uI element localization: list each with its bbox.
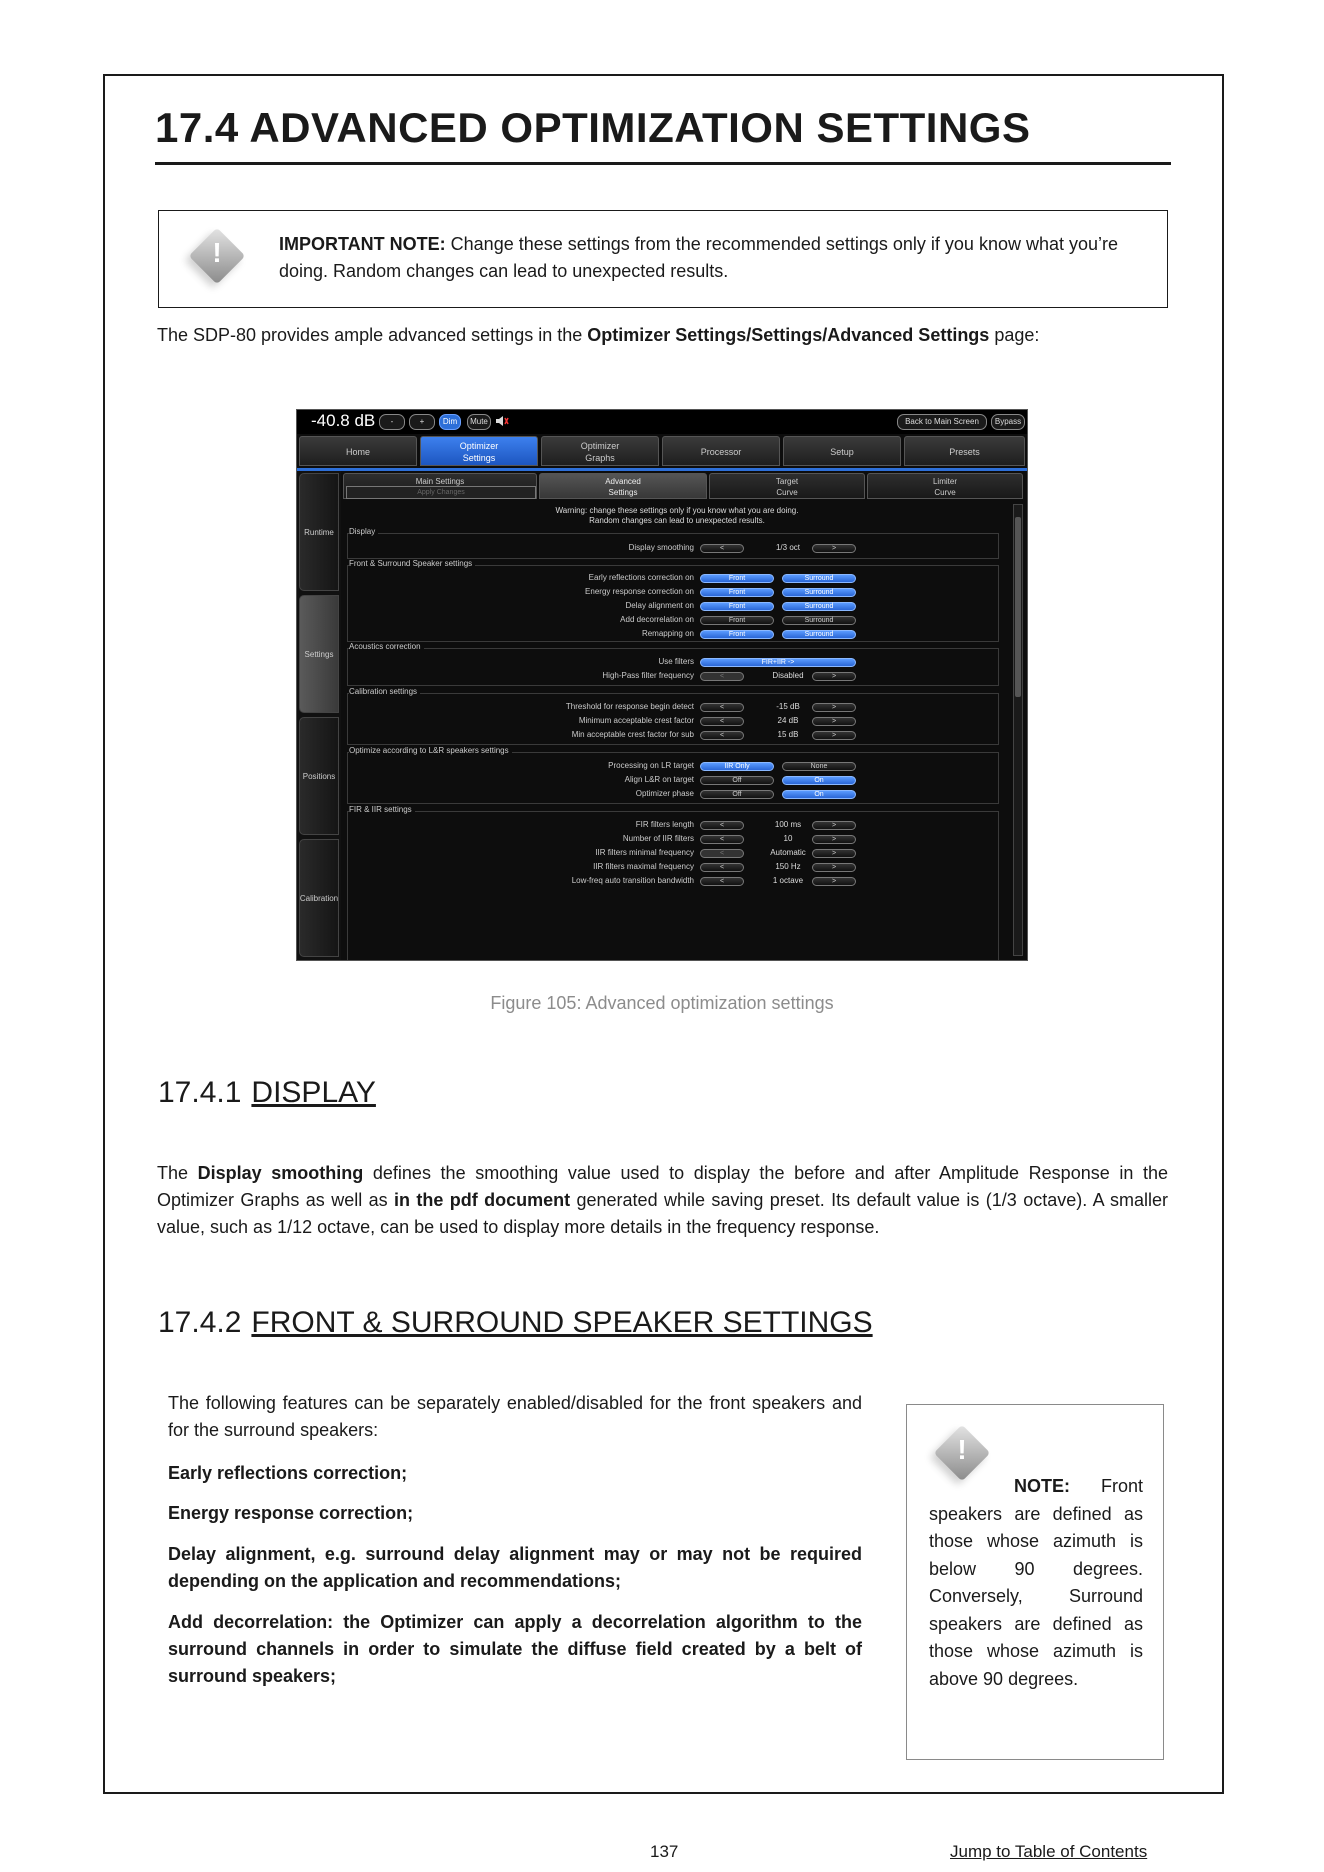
- main-tab-bar: [297, 434, 1027, 471]
- intro-path: Optimizer Settings/Settings/Advanced Settings: [587, 325, 990, 345]
- speaker-section-title: FRONT & SURROUND SPEAKER SETTINGS: [251, 1306, 873, 1339]
- side-tab-settings[interactable]: Settings: [299, 595, 339, 713]
- early-reflections-front-toggle[interactable]: Front: [700, 574, 774, 583]
- speaker-note-box: [906, 1404, 1164, 1760]
- speaker-mute-icon: [495, 414, 509, 428]
- tab-presets[interactable]: Presets: [904, 436, 1025, 466]
- align-lr-row: [348, 773, 1000, 787]
- display-smoothing-label: Display smoothing: [628, 543, 694, 552]
- display-p1: The: [157, 1163, 198, 1183]
- fir-iir-settings-group: [347, 805, 999, 961]
- tab-optimizer-settings[interactable]: Optimizer Settings: [420, 436, 538, 466]
- apply-changes-button[interactable]: Apply Changes: [346, 486, 536, 499]
- crest-factor-value: 24 dB: [777, 716, 799, 725]
- crest-factor-label: Minimum acceptable crest factor: [578, 716, 694, 725]
- crest-factor-sub-row: [348, 728, 1000, 742]
- optimizer-phase-row: [348, 787, 1000, 801]
- list-item: Add decorrelation: the Optimizer can apply a decorrelation algorithm to the surround channels in order to simulate the diffuse field created by a belt of surround speakers;: [168, 1612, 862, 1686]
- optimizer-phase-on-option[interactable]: On: [782, 790, 856, 799]
- iir-min-freq-row: [348, 846, 1000, 860]
- display-group: [347, 527, 999, 559]
- acoustics-group-title: Acoustics correction: [349, 642, 424, 651]
- side-tab-positions[interactable]: Positions: [299, 717, 339, 835]
- align-lr-label: Align L&R on target: [624, 775, 694, 784]
- display-p2: defines the smoothing value used to display the before and after Amplitude Response in the Optimizer Graphs as well as: [157, 1163, 1168, 1210]
- highpass-label: High-Pass filter frequency: [602, 671, 694, 680]
- fir-length-decrease[interactable]: <: [700, 821, 744, 830]
- remapping-label: Remapping on: [641, 629, 694, 638]
- display-smoothing-increase[interactable]: >: [812, 544, 856, 553]
- intro-paragraph: [157, 322, 1177, 349]
- crest-factor-sub-value: 15 dB: [777, 730, 799, 739]
- add-decorrelation-row: [348, 613, 1000, 627]
- early-reflections-row: [348, 571, 1000, 585]
- side-tab-calibration[interactable]: Calibration: [299, 839, 339, 957]
- add-decorrelation-front-toggle[interactable]: Front: [700, 616, 774, 625]
- delay-alignment-surround-toggle[interactable]: Surround: [782, 602, 856, 611]
- crest-factor-sub-label: Min acceptable crest factor for sub: [571, 730, 694, 739]
- iir-max-freq-label: IIR filters maximal frequency: [593, 862, 694, 871]
- fir-length-value: 100 ms: [774, 820, 802, 829]
- threshold-label: Threshold for response begin detect: [565, 702, 694, 711]
- early-reflections-surround-toggle[interactable]: Surround: [782, 574, 856, 583]
- list-item: Early reflections correction;: [168, 1463, 408, 1483]
- delay-alignment-front-toggle[interactable]: Front: [700, 602, 774, 611]
- highpass-decrease[interactable]: <: [700, 672, 744, 681]
- fir-length-row: [348, 818, 1000, 832]
- threshold-increase[interactable]: >: [812, 703, 856, 712]
- side-tab-bar: [297, 471, 341, 960]
- transition-bandwidth-row: [348, 874, 1000, 888]
- display-section-title: DISPLAY: [251, 1076, 376, 1109]
- crest-factor-row: [348, 714, 1000, 728]
- acoustics-correction-group: [347, 642, 999, 686]
- iir-max-freq-decrease[interactable]: <: [700, 863, 744, 872]
- list-item: Delay alignment, e.g. surround delay alignment may or may not be required depending on the application and recommendations;: [168, 1544, 862, 1591]
- display-b1: Display smoothing: [197, 1163, 364, 1183]
- display-group-title: Display: [349, 527, 378, 536]
- use-filters-label: Use filters: [658, 657, 694, 666]
- toc-link[interactable]: Jump to Table of Contents: [950, 1842, 1148, 1861]
- advanced-settings-panel: [343, 502, 1011, 960]
- use-filters-row: [348, 655, 1000, 669]
- warning-line-1: Warning: change these settings only if you know what you are doing.: [555, 506, 799, 515]
- crest-factor-sub-increase[interactable]: >: [812, 731, 856, 740]
- iir-count-value: 10: [783, 834, 793, 843]
- display-smoothing-value: 1/3 oct: [775, 543, 800, 552]
- side-tab-runtime[interactable]: Runtime: [299, 473, 339, 591]
- delay-alignment-label: Delay alignment on: [625, 601, 694, 610]
- transition-bandwidth-increase[interactable]: >: [812, 877, 856, 886]
- tab-optimizer-graphs[interactable]: Optimizer Graphs: [541, 436, 659, 466]
- iir-min-freq-label: IIR filters minimal frequency: [595, 848, 694, 857]
- energy-response-surround-toggle[interactable]: Surround: [782, 588, 856, 597]
- display-section-number: 17.4.1: [158, 1076, 242, 1109]
- crest-factor-increase[interactable]: >: [812, 717, 856, 726]
- highpass-value: Disabled: [772, 671, 804, 680]
- speaker-note-body: Front speakers are defined as those whose azimuth is below 90 degrees. Conversely, Surround speakers are defined as those whose azimuth is above 90 degrees.: [929, 1476, 1143, 1689]
- subtab-main-settings[interactable]: [343, 473, 537, 499]
- warning-line-2: Random changes can lead to unexpected results.: [589, 516, 765, 525]
- processing-iir-only-option[interactable]: IIR Only: [700, 762, 774, 771]
- optimizer-phase-off-option[interactable]: Off: [700, 790, 774, 799]
- volume-down-button[interactable]: -: [379, 414, 405, 430]
- threshold-value: -15 dB: [776, 702, 800, 711]
- processing-lr-label: Processing on LR target: [608, 761, 694, 770]
- display-paragraph: [157, 1160, 1168, 1241]
- back-to-main-button[interactable]: Back to Main Screen: [897, 414, 987, 430]
- highpass-row: [348, 669, 1000, 683]
- tab-setup[interactable]: Setup: [783, 436, 901, 466]
- iir-max-freq-value: 150 Hz: [775, 862, 801, 871]
- volume-up-button[interactable]: +: [409, 414, 435, 430]
- speaker-note-text: [929, 1473, 1143, 1693]
- remapping-front-toggle[interactable]: Front: [700, 630, 774, 639]
- list-item: Energy response correction;: [168, 1503, 414, 1523]
- exclamation-mark-icon: !: [212, 237, 222, 268]
- tab-home[interactable]: Home: [299, 436, 417, 466]
- speaker-note-label: NOTE:: [1014, 1476, 1070, 1496]
- threshold-row: [348, 700, 1000, 714]
- remapping-surround-toggle[interactable]: Surround: [782, 630, 856, 639]
- sub-tab-bar: [343, 473, 1027, 501]
- display-smoothing-row: [348, 541, 1000, 555]
- mute-button[interactable]: Mute: [467, 414, 491, 430]
- speaker-group-title: Front & Surround Speaker settings: [349, 559, 475, 568]
- highpass-increase[interactable]: >: [812, 672, 856, 681]
- use-filters-selector[interactable]: FIR+IIR ->: [700, 658, 856, 667]
- exclamation-mark-icon: !: [957, 1434, 967, 1465]
- display-smoothing-decrease[interactable]: <: [700, 544, 744, 553]
- iir-count-decrease[interactable]: <: [700, 835, 744, 844]
- speaker-settings-group: [347, 559, 999, 642]
- lr-group-title: Optimize according to L&R speakers settings: [349, 746, 512, 755]
- scrollbar-thumb[interactable]: [1015, 517, 1021, 697]
- important-note-text: [279, 231, 1149, 285]
- iir-min-freq-increase[interactable]: >: [812, 849, 856, 858]
- calibration-group-title: Calibration settings: [349, 687, 420, 696]
- tab-processor[interactable]: Processor: [662, 436, 780, 466]
- crest-factor-decrease[interactable]: <: [700, 717, 744, 726]
- optimizer-phase-label: Optimizer phase: [635, 789, 694, 798]
- delay-alignment-row: [348, 599, 1000, 613]
- screenshot-top-bar: [297, 410, 1027, 434]
- iir-max-freq-row: [348, 860, 1000, 874]
- section-heading: 17.4 ADVANCED OPTIMIZATION SETTINGS: [155, 104, 1171, 165]
- iir-min-freq-value: Automatic: [770, 848, 806, 857]
- subtab-limiter-curve[interactable]: Limiter Curve: [867, 473, 1023, 499]
- important-note-box: [158, 210, 1168, 308]
- display-section-heading: [158, 1076, 376, 1110]
- align-lr-off-option[interactable]: Off: [700, 776, 774, 785]
- subtab-target-curve[interactable]: Target Curve: [709, 473, 865, 499]
- volume-readout: -40.8 dB: [311, 411, 376, 430]
- remapping-row: [348, 627, 1000, 641]
- align-lr-on-option[interactable]: On: [782, 776, 856, 785]
- bypass-button[interactable]: Bypass: [991, 414, 1025, 430]
- panel-scrollbar[interactable]: [1013, 504, 1023, 956]
- early-reflections-label: Early reflections correction on: [588, 573, 694, 582]
- add-decorrelation-label: Add decorrelation on: [620, 615, 694, 624]
- note-label: IMPORTANT NOTE:: [279, 234, 446, 254]
- processing-none-option[interactable]: None: [782, 762, 856, 771]
- fir-group-title: FIR & IIR settings: [349, 805, 415, 814]
- crest-factor-sub-decrease[interactable]: <: [700, 731, 744, 740]
- transition-bandwidth-value: 1 octave: [772, 876, 804, 885]
- fir-length-increase[interactable]: >: [812, 821, 856, 830]
- optimizer-screenshot: [296, 409, 1028, 961]
- iir-max-freq-increase[interactable]: >: [812, 863, 856, 872]
- energy-response-label: Energy response correction on: [585, 587, 694, 596]
- processing-lr-row: [348, 759, 1000, 773]
- calibration-settings-group: [347, 687, 999, 745]
- note-body: Change these settings from the recommended settings only if you know what you’re doing. Random changes can lead to unexpected results.: [279, 234, 1119, 281]
- subtab-main-label: Main Settings: [415, 477, 465, 486]
- threshold-decrease[interactable]: <: [700, 703, 744, 712]
- energy-response-row: [348, 585, 1000, 599]
- iir-count-label: Number of IIR filters: [622, 834, 694, 843]
- display-p3: generated while saving preset. Its default value is (1/3 octave). A smaller value, such as 1/12 octave, can be used to display more details in the frequency response.: [157, 1190, 1169, 1237]
- speaker-section-number: 17.4.2: [158, 1306, 242, 1339]
- transition-bandwidth-decrease[interactable]: <: [700, 877, 744, 886]
- iir-min-freq-decrease[interactable]: <: [700, 849, 744, 858]
- transition-bandwidth-label: Low-freq auto transition bandwidth: [571, 876, 694, 885]
- speaker-section-heading: [158, 1306, 873, 1340]
- figure-caption: Figure 105: Advanced optimization settings: [490, 993, 834, 1013]
- iir-count-row: [348, 832, 1000, 846]
- display-b2: in the pdf document: [393, 1190, 571, 1210]
- intro-post: page:: [989, 325, 1040, 345]
- iir-count-increase[interactable]: >: [812, 835, 856, 844]
- add-decorrelation-surround-toggle[interactable]: Surround: [782, 616, 856, 625]
- energy-response-front-toggle[interactable]: Front: [700, 588, 774, 597]
- fir-length-label: FIR filters length: [635, 820, 694, 829]
- intro-pre: The SDP-80 provides ample advanced settings in the: [157, 325, 588, 345]
- dim-button[interactable]: Dim: [439, 414, 461, 430]
- lr-settings-group: [347, 746, 999, 804]
- speaker-intro-paragraph: The following features can be separately enabled/disabled for the front speakers and for the surround speakers:: [168, 1393, 862, 1440]
- subtab-advanced-settings[interactable]: Advanced Settings: [539, 473, 707, 499]
- page-number: 137: [650, 1842, 679, 1861]
